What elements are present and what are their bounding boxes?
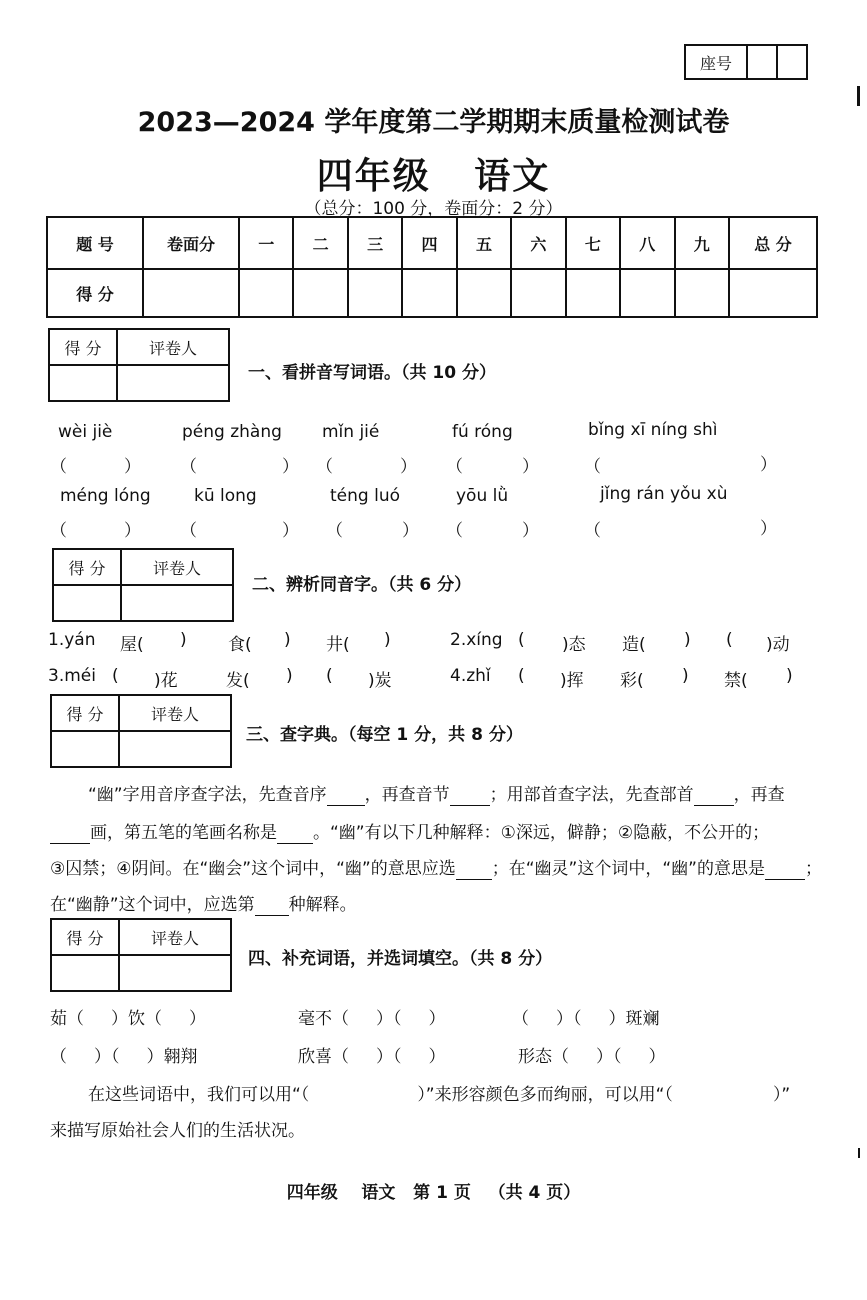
section4-scorebox — [50, 918, 232, 992]
seat-number-box — [684, 44, 808, 80]
idiom-fill[interactable]: 茹（ ）饮（ ） — [50, 1009, 207, 1029]
section2-title: 二、辨析同音字。（共 6 分） — [252, 575, 472, 595]
col-head: 九 — [675, 217, 730, 269]
section2-scorebox — [52, 548, 234, 622]
homophone-item: ) — [286, 666, 293, 686]
answer-close-paren: ） — [124, 521, 141, 541]
answer-open-paren[interactable]: （ — [180, 457, 197, 477]
pinyin: fú róng — [452, 422, 513, 442]
scorebox-score-label: 得 分 — [53, 549, 121, 585]
text: 画，第五笔的笔画名称是 — [90, 823, 277, 843]
answer-close-paren: ） — [124, 457, 141, 477]
idiom-fill[interactable]: 形态（ ）（ ） — [518, 1047, 666, 1067]
answer-open-paren[interactable]: （ — [446, 521, 463, 541]
answer-open-paren[interactable]: （ — [50, 457, 67, 477]
blank[interactable] — [450, 785, 490, 806]
homophone-item[interactable]: ( — [326, 666, 333, 686]
score-cell[interactable] — [402, 269, 456, 317]
blank[interactable] — [456, 859, 492, 880]
homophone-item: 4.zhǐ — [450, 666, 491, 686]
col-head: 七 — [566, 217, 620, 269]
homophone-item: ) — [786, 666, 793, 686]
scorebox-score-cell[interactable] — [49, 365, 117, 401]
homophone-item[interactable]: 造( — [622, 635, 646, 655]
homophone-item: ) — [682, 666, 689, 686]
col-head: 四 — [402, 217, 456, 269]
seat-cell[interactable] — [777, 45, 807, 79]
score-cell[interactable] — [457, 269, 511, 317]
homophone-item: )态 — [562, 635, 586, 655]
text: ；用部首查字法，先查部首 — [489, 785, 694, 805]
pinyin: bǐng xī níng shì — [588, 420, 718, 440]
homophone-item: )挥 — [560, 671, 584, 691]
scorebox-grader-label: 评卷人 — [117, 329, 229, 365]
answer-open-paren[interactable]: （ — [50, 521, 67, 541]
answer-open-paren[interactable]: （ — [326, 521, 343, 541]
scorebox-score-cell[interactable] — [51, 731, 119, 767]
answer-close-paren: ） — [282, 457, 299, 477]
blank[interactable] — [327, 785, 365, 806]
scorebox-grader-cell[interactable] — [119, 955, 231, 991]
idiom-fill[interactable]: （ ）（ ）翱翔 — [50, 1047, 198, 1067]
pinyin: yōu lǜ — [456, 486, 509, 506]
answer-space[interactable] — [673, 1085, 773, 1105]
answer-close-paren: ） — [282, 521, 299, 541]
page-footer: 四年级 语文 第 1 页 （共 4 页） — [286, 1183, 581, 1203]
pinyin: méng lóng — [60, 486, 151, 506]
scorebox-grader-label: 评卷人 — [119, 919, 231, 955]
pinyin: mǐn jié — [322, 422, 380, 442]
idiom-fill[interactable]: 欣喜（ ）（ ） — [298, 1047, 446, 1067]
homophone-item[interactable]: ( — [518, 666, 525, 686]
seat-label: 座号 — [685, 45, 747, 79]
col-head: 二 — [293, 217, 347, 269]
answer-open-paren[interactable]: （ — [446, 457, 463, 477]
homophone-item[interactable]: 发( — [226, 671, 250, 691]
scan-edge-mark — [858, 1148, 860, 1158]
scorebox-grader-cell[interactable] — [119, 731, 231, 767]
scorebox-score-label: 得 分 — [51, 695, 119, 731]
homophone-item: ) — [180, 630, 187, 650]
blank[interactable] — [765, 859, 805, 880]
score-table — [46, 216, 818, 318]
fill-sentence-line: 来描写原始社会人们的生活状况。 — [50, 1121, 305, 1141]
text: ，再查音节 — [364, 785, 450, 805]
answer-open-paren[interactable]: （ — [584, 457, 601, 477]
text: 种解释。 — [288, 895, 357, 915]
scorebox-score-cell[interactable] — [51, 955, 119, 991]
answer-close-paren: ） — [522, 521, 539, 541]
homophone-item: 2.xíng — [450, 630, 503, 650]
blank[interactable] — [694, 785, 734, 806]
scorebox-score-cell[interactable] — [53, 585, 121, 621]
dictionary-paragraph-line — [50, 818, 769, 844]
pinyin: téng luó — [330, 486, 400, 506]
col-head: 五 — [457, 217, 511, 269]
score-cell[interactable] — [566, 269, 620, 317]
col-head: 八 — [620, 217, 674, 269]
blank[interactable] — [255, 895, 289, 916]
exam-title: 2023—2024 学年度第二学期期末质量检测试卷 — [137, 107, 730, 138]
text: ；在“幽灵”这个词中，“幽”的意思是 — [491, 859, 765, 879]
scorebox-grader-label: 评卷人 — [121, 549, 233, 585]
pinyin: wèi jiè — [58, 422, 113, 442]
scorebox-score-label: 得 分 — [49, 329, 117, 365]
scorebox-grader-cell[interactable] — [117, 365, 229, 401]
homophone-item[interactable]: 禁( — [724, 671, 748, 691]
homophone-item: )炭 — [368, 671, 392, 691]
homophone-item: ) — [284, 630, 291, 650]
text: ； — [804, 859, 822, 879]
dictionary-paragraph-line — [88, 780, 785, 806]
blank[interactable] — [277, 823, 313, 844]
homophone-item[interactable]: ( — [112, 666, 119, 686]
homophone-item: 1.yán — [48, 630, 96, 650]
text: ）”来形容颜色多而绚丽，可以用“（ — [417, 1085, 673, 1105]
section1-scorebox — [48, 328, 230, 402]
pinyin: jǐng rán yǒu xù — [600, 484, 728, 504]
scorebox-grader-cell[interactable] — [121, 585, 233, 621]
text: ，再查 — [733, 785, 785, 805]
dictionary-paragraph-line — [50, 854, 822, 880]
score-cell[interactable] — [348, 269, 402, 317]
col-head: 六 — [511, 217, 565, 269]
total-score-note: （总分：100 分，卷面分：2 分） — [304, 199, 563, 219]
score-table-row-head: 得 分 — [47, 269, 143, 317]
score-cell[interactable] — [620, 269, 674, 317]
answer-close-paren: ） — [400, 457, 417, 477]
section3-scorebox — [50, 694, 232, 768]
dictionary-paragraph-line — [50, 890, 357, 916]
section3-title: 三、查字典。（每空 1 分，共 8 分） — [246, 725, 523, 745]
text: ③囚禁；④阴间。在“幽会”这个词中，“幽”的意思应选 — [50, 859, 456, 879]
answer-open-paren[interactable]: （ — [584, 521, 601, 541]
scorebox-score-label: 得 分 — [51, 919, 119, 955]
text: 。“幽”有以下几种解释：①深远，僻静；②隐蔽，不公开的； — [313, 823, 770, 843]
answer-close-paren: ） — [760, 519, 777, 539]
answer-close-paren: ） — [760, 455, 777, 475]
section4-title: 四、补充词语，并选词填空。（共 8 分） — [248, 949, 553, 969]
blank[interactable] — [50, 823, 90, 844]
idiom-fill[interactable]: 毫不（ ）（ ） — [298, 1009, 446, 1029]
homophone-item: ) — [684, 630, 691, 650]
score-table-head: 题 号 — [47, 217, 143, 269]
homophone-item[interactable]: 井( — [326, 635, 350, 655]
col-head: 卷面分 — [143, 217, 239, 269]
score-cell[interactable] — [143, 269, 239, 317]
answer-open-paren[interactable]: （ — [316, 457, 333, 477]
text: 在这些词语中，我们可以用“（ — [88, 1085, 310, 1105]
homophone-item: )动 — [766, 635, 790, 655]
col-head: 总 分 — [729, 217, 817, 269]
exam-subtitle: 四年级 语文 — [316, 156, 551, 197]
score-cell[interactable] — [239, 269, 293, 317]
score-cell[interactable] — [675, 269, 730, 317]
col-head: 一 — [239, 217, 293, 269]
seat-cell[interactable] — [747, 45, 777, 79]
answer-close-paren: ） — [522, 457, 539, 477]
idiom-fill[interactable]: （ ）（ ）斑斓 — [512, 1009, 660, 1029]
homophone-item: ) — [384, 630, 391, 650]
fill-sentence-line — [88, 1080, 790, 1105]
answer-space[interactable] — [309, 1085, 417, 1105]
pinyin: kū long — [194, 486, 257, 506]
answer-close-paren: ） — [402, 521, 419, 541]
homophone-item: )花 — [154, 671, 178, 691]
section1-title: 一、看拼音写词语。（共 10 分） — [248, 363, 496, 383]
text: ）” — [772, 1085, 791, 1105]
text: 在“幽静”这个词中，应选第 — [50, 895, 255, 915]
col-head: 三 — [348, 217, 402, 269]
homophone-item[interactable]: 食( — [228, 635, 252, 655]
homophone-item: 3.méi — [48, 666, 96, 686]
scorebox-grader-label: 评卷人 — [119, 695, 231, 731]
score-cell[interactable] — [729, 269, 817, 317]
pinyin: péng zhàng — [182, 422, 282, 442]
text: “幽”字用音序查字法，先查音序 — [88, 785, 327, 805]
score-cell[interactable] — [293, 269, 347, 317]
score-cell[interactable] — [511, 269, 565, 317]
answer-open-paren[interactable]: （ — [180, 521, 197, 541]
homophone-item[interactable]: ( — [518, 630, 525, 650]
homophone-item[interactable]: 彩( — [620, 671, 644, 691]
homophone-item[interactable]: 屋( — [120, 635, 144, 655]
homophone-item[interactable]: ( — [726, 630, 733, 650]
